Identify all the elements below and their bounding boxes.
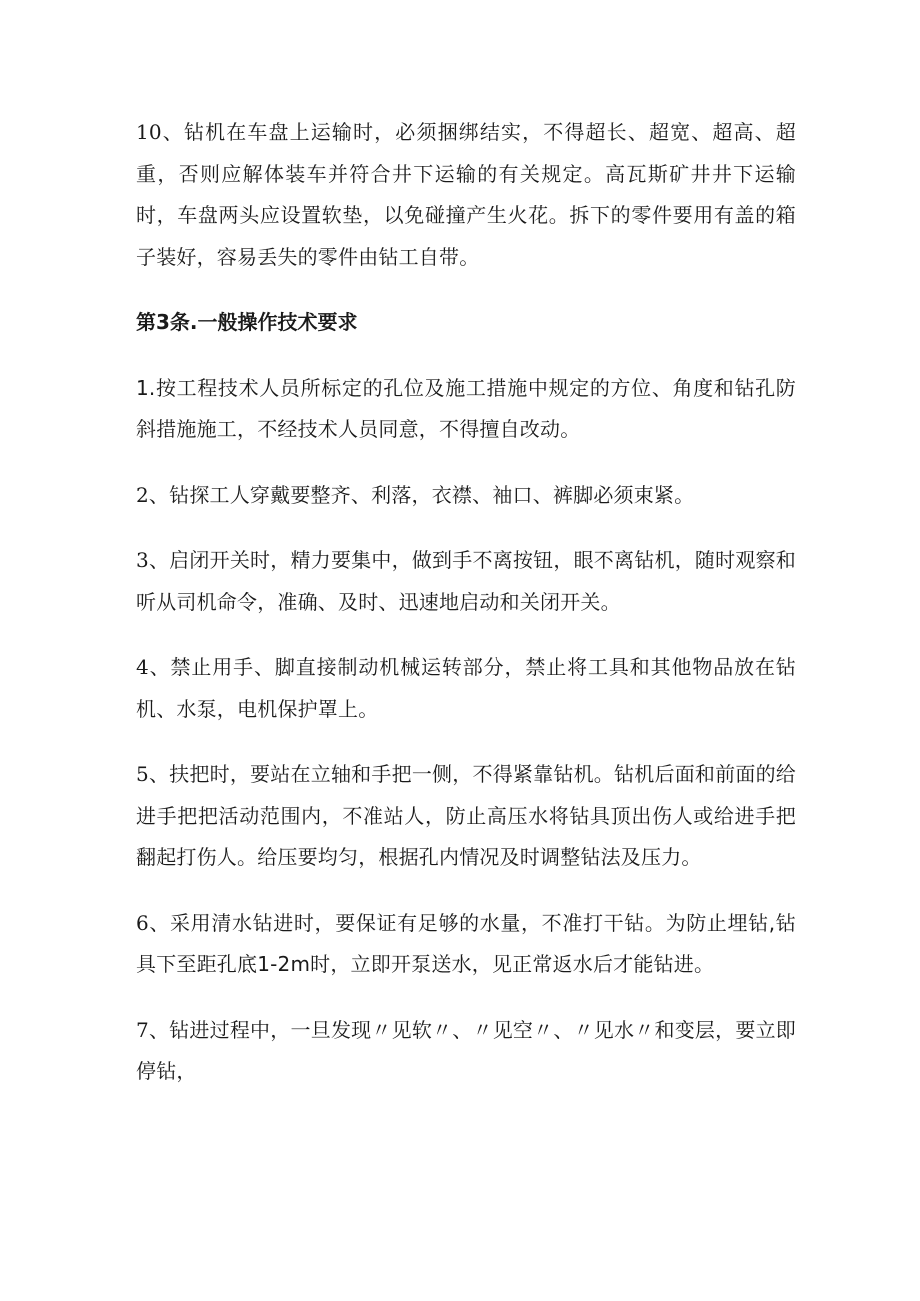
list-item-3 [136, 540, 796, 623]
section-heading: 第3条.一般操作技术要求 [136, 310, 358, 334]
item-text: 启闭开关时，精力要集中，做到手不离按钮，眼不离钻机，随时观察和听从司机命令，准确、及时、迅速地启动和关闭开关。 [136, 548, 797, 614]
list-item-1 [136, 368, 796, 451]
item-number: 4、 [136, 655, 171, 679]
item-text: 扶把时，要站在立轴和手把一侧，不得紧靠钻机。钻机后面和前面的给进手把把活动范围内，不准站人，防止高压水将钻具顶出伤人或给进手把翻起打伤人。给压要均匀，根据孔内情况及时调整钻法及压力。 [136, 762, 797, 869]
item-text: 钻进过程中，一旦发现〃见软〃、〃见空〃、〃见水〃和变层，要立即停钻， [136, 1017, 797, 1083]
item-number: 3、 [136, 548, 170, 572]
item-number: 2、 [136, 482, 170, 507]
paragraph-number: 10、 [136, 120, 184, 144]
paragraph-text: 钻机在车盘上运输时，必须捆绑结实，不得超长、超宽、超高、超重，否则应解体装车并符合井下运输的有关规定。高瓦斯矿井井下运输时，车盘两头应设置软垫，以免碰撞产生火花。拆下的零件要用有盖的箱子装好，容易丢失的零件由钻工自带。 [136, 120, 796, 269]
item-number: 1. [136, 375, 156, 400]
list-item-4 [136, 647, 796, 730]
list-item-5 [136, 754, 796, 879]
item-text: 按工程技术人员所标定的孔位及施工措施中规定的方位、角度和钻孔防斜措施施工，不经技术人员同意，不得擅自改动。 [136, 375, 796, 441]
paragraph-10 [136, 112, 796, 278]
item-number: 6、 [136, 910, 171, 935]
item-text: 禁止用手、脚直接制动机械运转部分，禁止将工具和其他物品放在钻机、水泵，电机保护罩上。 [136, 655, 797, 721]
list-item-2 [136, 475, 796, 517]
item-text: 钻探工人穿戴要整齐、利落，衣襟、袖口、裤脚必须束紧。 [169, 482, 695, 507]
list-item-7 [136, 1010, 796, 1093]
list-item-6 [136, 903, 796, 986]
item-number: 7、 [136, 1017, 170, 1042]
item-text: 采用清水钻进时，要保证有足够的水量，不准打干钻。为防止埋钻,钻具下至距孔底1-2m时，立即开泵送水，见正常返水后才能钻进。 [136, 910, 797, 976]
document-page [136, 112, 796, 1093]
item-number: 5、 [136, 762, 170, 786]
